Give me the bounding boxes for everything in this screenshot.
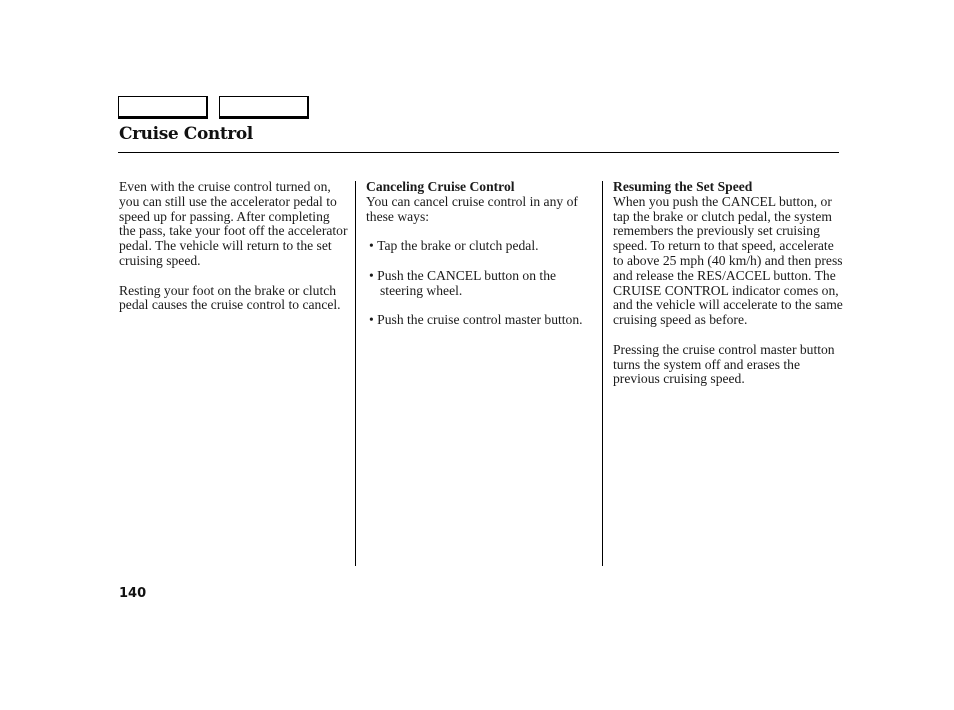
paragraph: Resting your foot on the brake or clutch pedal causes the cruise control to cancel. <box>119 282 341 313</box>
section-heading: Resuming the Set Speed <box>613 179 753 194</box>
column-intro <box>119 180 349 328</box>
column-divider <box>355 181 356 566</box>
list-item <box>366 239 594 254</box>
section-heading: Canceling Cruise Control <box>366 179 515 194</box>
section-block <box>366 180 594 224</box>
list-item-text: Push the cruise control master button. <box>377 312 583 328</box>
title-divider <box>118 152 839 153</box>
list-item <box>366 269 594 299</box>
paragraph: Pressing the cruise control master button turns the system off and erases the previous cruising speed. <box>613 341 835 387</box>
list-item-text: Tap the brake or clutch pedal. <box>377 238 539 254</box>
column-divider <box>602 181 603 566</box>
paragraph: When you push the CANCEL button, or tap the brake or clutch pedal, the system remembers the previously set cruising speed. To return to that speed, accelerate to above 25 mph (40 km/h) and then press and release the RES/ACCEL button. The CRUISE CONTROL indicator comes on, and the vehicle will accelerate to the same cruising speed as before. <box>613 193 843 328</box>
list-item-text: Push the CANCEL button on the steering wheel. <box>377 267 557 298</box>
column-canceling <box>366 180 594 343</box>
bullet-icon: • <box>369 238 374 254</box>
list-item <box>366 313 594 328</box>
bullet-icon: • <box>369 312 374 328</box>
nav-button-next[interactable] <box>219 96 309 119</box>
paragraph: Even with the cruise control turned on, you can still use the accelerator pedal to speed up for passing. After completing the pass, take your foot off the accelerator pedal. The vehicle will return to the set cruising speed. <box>119 179 348 268</box>
page-number: 140 <box>119 586 147 601</box>
section-block <box>613 180 843 328</box>
column-resuming <box>613 180 843 402</box>
nav-button-previous[interactable] <box>118 96 208 119</box>
page-title: Cruise Control <box>119 124 253 144</box>
bullet-icon: • <box>369 267 374 283</box>
paragraph: You can cancel cruise control in any of these ways: <box>366 193 578 224</box>
